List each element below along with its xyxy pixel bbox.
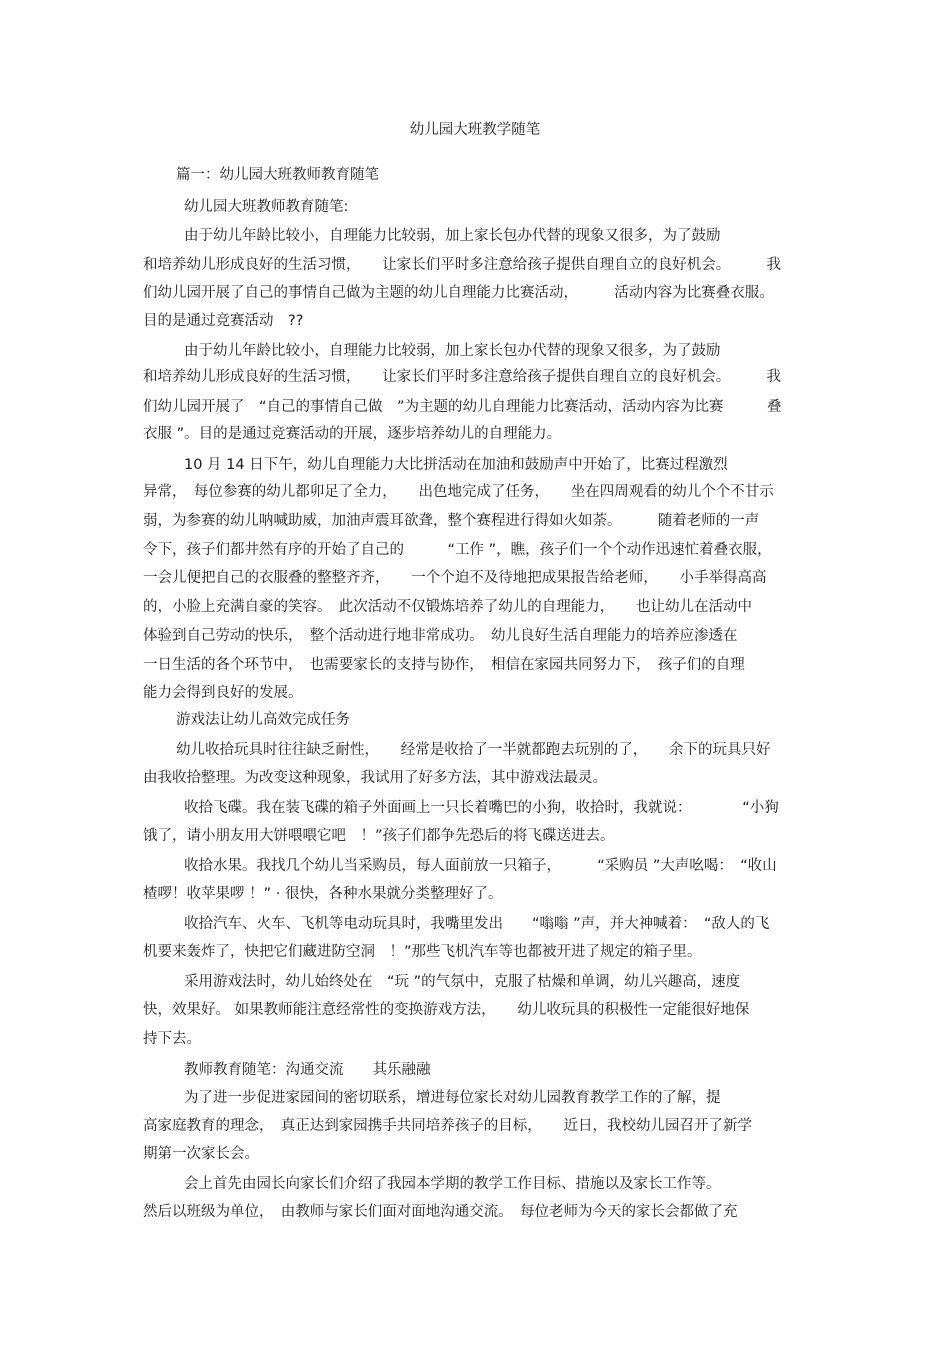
text-line: 异常， 每位参赛的幼儿都卯足了全力， 出色地完成了任务， 坐在四周观看的幼儿个个不甘示 [143, 484, 774, 500]
text-line: 的，小脸上充满自豪的笑容。 此次活动不仅锻炼培养了幼儿的自理能力， 也让幼儿在活动中 [143, 599, 752, 615]
text-line: 会上首先由园长向家长们介绍了我园本学期的教学工作目标、措施以及家长工作等。 [184, 1176, 721, 1192]
text-line: 期第一次家长会。 [143, 1146, 259, 1162]
text-line: 由我收拾整理。为改变这种现象，我试用了好多方法，其中游戏法最灵。 [143, 770, 607, 786]
text-line: 目的是通过竞赛活动 ?? [143, 313, 304, 329]
text-line: 篇一：幼儿园大班教师教育随笔 [176, 167, 379, 183]
text-line: 楂啰！收苹果啰 ！” · 很快，各种水果就分类整理好了。 [143, 886, 503, 902]
text-line: 一会儿便把自己的衣服叠的整整齐齐， 一个个迫不及待地把成果报告给老师， 小手举得高高 [143, 570, 767, 586]
page-title: 幼儿园大班教学随笔 [409, 122, 541, 138]
text-line: 和培养幼儿形成良好的生活习惯， 让家长们平时多注意给孩子提供自理自立的良好机会。 我 [143, 369, 781, 385]
text-line: 饿了，请小朋友用大饼喂喂它吧 ！”孩子们都争先恐后的将飞碟送进去。 [143, 828, 615, 844]
text-line: 们幼儿园开展了自己的事情自己做为主题的幼儿自理能力比赛活动， 活动内容为比赛叠衣服。 [143, 285, 774, 301]
text-line: 持下去。 [143, 1031, 201, 1047]
text-line: 们幼儿园开展了 “自己的事情自己做 ”为主题的幼儿自理能力比赛活动，活动内容为比赛 叠 [143, 399, 782, 415]
text-line: 教师教育随笔：沟通交流 其乐融融 [184, 1062, 431, 1078]
text-line: 收拾水果。我找几个幼儿当采购员，每人面前放一只箱子， “采购员 ”大声吆喝： “收山 [184, 858, 777, 874]
text-line: 游戏法让幼儿高效完成任务 [176, 712, 350, 728]
text-line: 高家庭教育的理念， 真正达到家园携手共同培养孩子的目标， 近日，我校幼儿园召开了新学 [143, 1118, 752, 1134]
text-line: 幼儿收拾玩具时往往缺乏耐性， 经常是收拾了一半就都跑去玩别的了， 余下的玩具只好 [176, 742, 771, 758]
text-line: 能力会得到良好的发展。 [143, 685, 303, 701]
text-line: 由于幼儿年龄比较小，自理能力比较弱，加上家长包办代替的现象又很多，为了鼓励 [184, 343, 721, 359]
text-line: 采用游戏法时，幼儿始终处在 “玩 ”的气氛中，克服了枯燥和单调，幼儿兴趣高，速度 [184, 974, 741, 990]
text-line: 由于幼儿年龄比较小，自理能力比较弱，加上家长包办代替的现象又很多，为了鼓励 [184, 228, 721, 244]
text-line: 机要来轰炸了，快把它们藏进防空洞 ！”那些飞机汽车等也都被开进了规定的箱子里。 [143, 944, 702, 960]
text-line: 衣服 ”。目的是通过竞赛活动的开展，逐步培养幼儿的自理能力。 [143, 426, 562, 442]
text-line: 幼儿园大班教师教育随笔: [184, 199, 349, 215]
text-line: 然后以班级为单位， 由教师与家长们面对面地沟通交流。 每位老师为今天的家长会都做了充 [143, 1204, 738, 1220]
text-line: 10 月 14 日下午，幼儿自理能力大比拼活动在加油和鼓励声中开始了，比赛过程激烈 [184, 457, 728, 473]
text-line: 快，效果好。 如果教师能注意经常性的变换游戏方法， 幼儿收玩具的积极性一定能很好地保 [143, 1002, 750, 1018]
text-line: 一日生活的各个环节中， 也需要家长的支持与协作， 相信在家园共同努力下， 孩子们的自理 [143, 657, 745, 673]
text-line: 令下，孩子们都井然有序的开始了自己的 “工作 ”，瞧，孩子们一个个动作迅速忙着叠衣服， [143, 542, 772, 558]
text-line: 和培养幼儿形成良好的生活习惯， 让家长们平时多注意给孩子提供自理自立的良好机会。 我 [143, 257, 781, 273]
text-line: 体验到自己劳动的快乐， 整个活动进行地非常成功。 幼儿良好生活自理能力的培养应渗透在 [143, 628, 738, 644]
text-line: 弱，为参赛的幼儿呐喊助威，加油声震耳欲聋，整个赛程进行得如火如荼。 随着老师的一声 [143, 513, 760, 529]
text-line: 收拾汽车、火车、飞机等电动玩具时，我嘴里发出 “嗡嗡 ”声，并大神喊着： “敌人的飞 [184, 916, 770, 932]
text-line: 收拾飞碟。我在装飞碟的箱子外面画上一只长着嘴巴的小狗，收拾时，我就说： “小狗 [184, 800, 779, 816]
text-line: 为了进一步促进家园间的密切联系，增进每位家长对幼儿园教育教学工作的了解，提 [184, 1090, 721, 1106]
